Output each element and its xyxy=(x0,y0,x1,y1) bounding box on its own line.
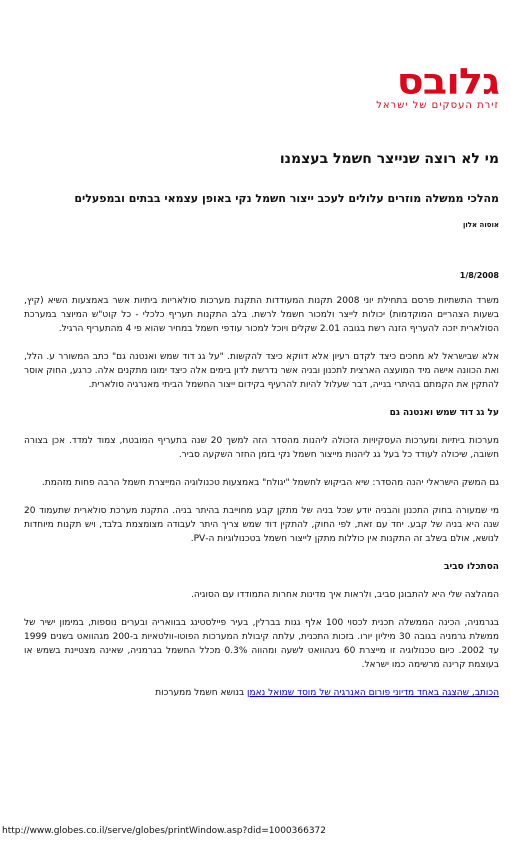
paragraph: גם המשק הישראלי יהנה מהסדר: שיא הביקוש לחשמל "יגולח" באמצעות טכנולוגיה המייצרת חשמל הרבה פחות מזהמת. xyxy=(41,478,499,488)
closing-line xyxy=(24,686,499,700)
closing-text: בנושא חשמל ממערכות xyxy=(155,688,248,698)
paragraph: משרד התשתיות פרסם בתחילת יוני 2008 תקנות המעודדות התקנת מערכות סולאריות ביתיות אשר באמצעות השיא (קיץ, בשעות הצהריים המוקדמות) יכולות לייצר ולמכור חשמל לרשת. בלב התקנות תעריף כלכלי - כל קוט"ש המיוצר במערכת הסולארית יזכה להעריף הזנה רשת בגובה 2.01 שקלים ויוכל למכור עודפי חשמל במחיר שהוא פי 4 מהתעריף הרגיל. xyxy=(24,296,499,334)
author-link[interactable]: הכותב, שהצגה באחד מדיוני פורום האנרגיה של מוסד שמואל נאמן xyxy=(247,688,499,698)
section-heading: על גג דוד שמש ואנטנה גם xyxy=(389,408,499,418)
print-footer-url: http://www.globes.co.il/serve/globes/printWindow.asp?did=1000366372 xyxy=(2,826,326,836)
site-tagline: זירת העסקים של ישראל xyxy=(376,100,499,111)
paragraph: מי שמעורה בחוק התכנון והבניה יודע שכל בניה של מתקן קבע מחוייבת בהיתר בניה. התקנת מערכת סולארית שתעמוד 20 שנה היא בניה של קבע. יחד עם זאת, לפי החוק, להתקין דוד שמש צריך היתר לעבודה מצומצמת בלבד, ויש תקנות מיוחדות לנושא, אולם בשלב זה התקנות אין כוללות מתקן לייצור חשמל בטכנולוגיות ה-PV. xyxy=(24,506,499,544)
site-header xyxy=(376,62,499,111)
article-author: אוסוה אלון xyxy=(462,221,499,229)
globes-logo[interactable]: גלובס xyxy=(396,61,499,103)
paragraph: מערכות ביתיות ומערכות העסקיויות הזכולה ליהנות מהסדר הזה למשך 20 שנה בתעריף המובטח, צמוד למדד. אכן בצורה חשובה, שיכולה לעודד כל בעל גג ליהנות מייצור חשמל נקי בזמן החזר השקעה סביר. xyxy=(24,436,499,460)
article-body xyxy=(24,150,499,700)
section-heading: הסתכלו סביב xyxy=(444,562,499,572)
paragraph: בגרמניה, הכינה הממשלה תכנית לכסוי 100 אלף גגות בברלין, בעיר פיילסטינג בבוואריה ובערים נוספות, במימון ישיר של ממשלת גרמניה בגובה 30 מיליון יורו. בזכות התכנית, עלתה קיבולת המערכות הפוטו-וולטאיות ב-200 מגהוואט בשנים 1999 עד 2002. כיום טכנולוגיה זו מייצרת 60 גיגהוואט לשעה ומהווה 0.3% מכלל החשמל בגרמניה, שאינה מצטיינת בשמש או בעוצמת קרינה מרשימה כמו ישראל. xyxy=(24,618,500,670)
article-date: 1/8/2008 xyxy=(459,271,499,280)
paragraph: אלא שבישראל לא מחכים כיצד לקדם רעיון אלא דווקא כיצד להקשות. "על גג דוד שמש ואנטנה גם" כתב המשורר ע. הלל, ואת הכוונה אישה מיד המועצה הארצית לתכנון ובניה אשר נדרשת לדון בימים אלה כיצד ימונו מתקנים אלה. כרגע, החוק אוסר להתקין את הקמתם בהיתרי בנייה, דבר שעלול להיות להרעיף בקידום ייצור החשמל הביתי מאנרגיה סולארית. xyxy=(24,352,499,390)
paragraph: המהלצה שלי היא להתבונן סביב, ולראות איך מדינות אחרות התמודדו עם הסוגיה. xyxy=(191,590,499,600)
article-title: מי לא רוצה שנייצר חשמל בעצמנו xyxy=(279,151,499,167)
article-subtitle: מהלכי ממשלה מוזרים עלולים לעכב ייצור חשמל נקי באופן עצמאי בבתים ובמפעלים xyxy=(74,192,499,205)
